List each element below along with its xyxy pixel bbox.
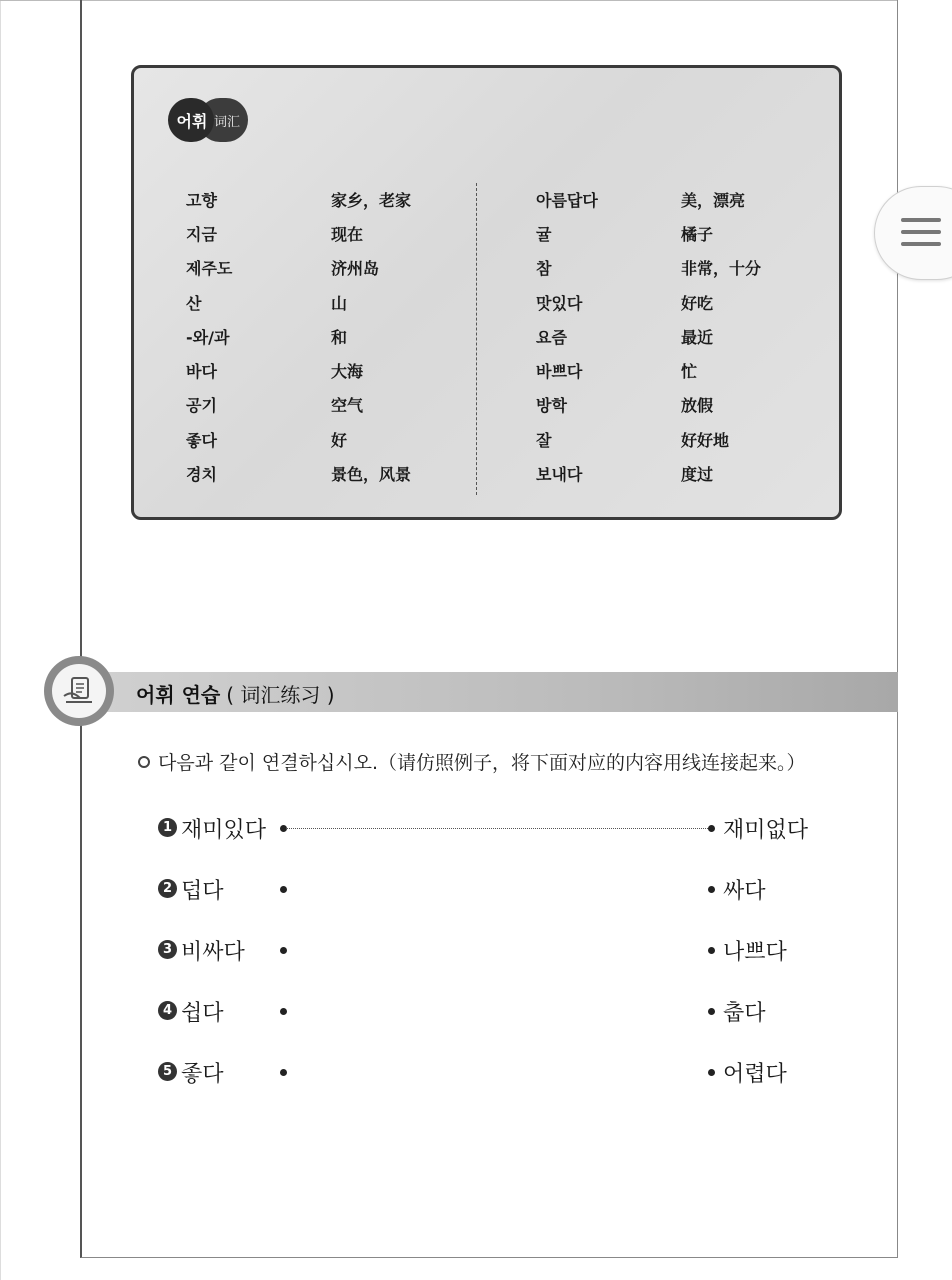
vocab-row xyxy=(186,251,481,285)
left-word: 덥다 xyxy=(181,879,224,904)
vocab-ko: 방학 xyxy=(536,396,567,416)
vocab-zh: 最近 xyxy=(681,327,714,347)
vocab-zh: 度过 xyxy=(681,465,714,485)
vocab-row xyxy=(186,422,481,456)
vocab-ko: 요즘 xyxy=(536,327,567,347)
vocab-zh: 好好地 xyxy=(681,430,730,450)
right-dot[interactable] xyxy=(708,1008,715,1015)
vocab-ko: 지금 xyxy=(186,224,217,244)
example-connector-line xyxy=(286,828,708,829)
right-dot[interactable] xyxy=(708,825,715,832)
vocab-ko: 제주도 xyxy=(186,259,233,279)
vocab-row xyxy=(536,353,831,387)
right-word: 재미없다 xyxy=(723,818,809,843)
right-dot[interactable] xyxy=(708,1069,715,1076)
vocab-zh: 家乡，老家 xyxy=(331,190,412,210)
vocab-zh: 橘子 xyxy=(681,224,714,244)
vocab-ko: 잘 xyxy=(536,430,552,450)
vocab-row xyxy=(186,388,481,422)
vocab-ko: 맛있다 xyxy=(536,293,583,313)
left-dot[interactable] xyxy=(280,1069,287,1076)
vocab-zh: 和 xyxy=(331,327,348,347)
left-word: 쉽다 xyxy=(181,1001,224,1026)
vocab-row xyxy=(186,456,481,490)
badge-ko: 어휘 xyxy=(168,98,214,142)
vocab-row xyxy=(536,251,831,285)
vocab-zh: 好吃 xyxy=(681,293,714,313)
vocabulary-badge xyxy=(168,98,252,142)
vocab-ko: 바쁘다 xyxy=(536,362,583,382)
vocabulary-right-column xyxy=(536,182,831,491)
vocab-ko: 보내다 xyxy=(536,465,583,485)
vocab-ko: 귤 xyxy=(536,224,552,244)
vocab-zh: 放假 xyxy=(681,396,714,416)
vocab-ko: 산 xyxy=(186,293,202,313)
circle-bullet-icon xyxy=(138,756,150,768)
vocab-row xyxy=(536,388,831,422)
practice-title-zh: ( 词汇练习 ) xyxy=(226,682,335,707)
practice-icon-badge xyxy=(44,656,114,726)
vocab-zh: 山 xyxy=(331,293,348,313)
left-dot[interactable] xyxy=(280,947,287,954)
right-dot[interactable] xyxy=(708,947,715,954)
practice-title xyxy=(136,676,335,710)
instruction-text: 다음과 같이 연결하십시오.（请仿照例子，将下面对应的内容用线连接起来。） xyxy=(158,752,806,774)
item-number: 5 xyxy=(158,1062,177,1081)
vocab-zh: 济州岛 xyxy=(331,259,380,279)
left-word: 좋다 xyxy=(181,1062,224,1087)
badge-zh: 词汇 xyxy=(198,98,248,142)
vocab-row xyxy=(186,216,481,250)
vocab-row xyxy=(536,285,831,319)
vocab-zh: 忙 xyxy=(681,362,698,382)
left-word: 재미있다 xyxy=(181,818,267,843)
vocabulary-box xyxy=(131,65,842,520)
vocab-row xyxy=(536,216,831,250)
match-row xyxy=(158,874,858,904)
vocab-zh: 美，漂亮 xyxy=(681,190,746,210)
vocab-zh: 景色，风景 xyxy=(331,465,412,485)
vocab-zh: 空气 xyxy=(331,396,364,416)
vocab-row xyxy=(186,319,481,353)
right-word: 춥다 xyxy=(723,1001,766,1026)
vocab-ko: 참 xyxy=(536,259,552,279)
margin-rule xyxy=(0,0,1,1280)
left-word: 비싸다 xyxy=(181,940,245,965)
right-word: 나쁘다 xyxy=(723,940,787,965)
vocab-ko: 바다 xyxy=(186,362,217,382)
right-dot[interactable] xyxy=(708,886,715,893)
document-pen-icon xyxy=(52,664,106,718)
vocab-zh: 现在 xyxy=(331,224,364,244)
vocab-row xyxy=(536,319,831,353)
vocab-ko: 고향 xyxy=(186,190,217,210)
vocab-row xyxy=(536,456,831,490)
item-number: 2 xyxy=(158,879,177,898)
vocab-ko: 경치 xyxy=(186,465,217,485)
hamburger-icon xyxy=(901,218,941,254)
item-number: 1 xyxy=(158,818,177,837)
item-number: 4 xyxy=(158,1001,177,1020)
vocab-zh: 非常，十分 xyxy=(681,259,762,279)
right-word: 어렵다 xyxy=(723,1062,787,1087)
vocabulary-left-column xyxy=(186,182,481,491)
item-number: 3 xyxy=(158,940,177,959)
match-row xyxy=(158,1057,858,1087)
left-dot[interactable] xyxy=(280,886,287,893)
vocab-row xyxy=(186,353,481,387)
left-dot[interactable] xyxy=(280,1008,287,1015)
vocab-ko: 좋다 xyxy=(186,430,217,450)
vocab-row xyxy=(186,285,481,319)
match-row xyxy=(158,813,858,843)
vocab-zh: 大海 xyxy=(331,362,364,382)
vocab-ko: 공기 xyxy=(186,396,217,416)
vocab-row xyxy=(186,182,481,216)
right-word: 싸다 xyxy=(723,879,766,904)
match-row xyxy=(158,935,858,965)
vocab-row xyxy=(536,182,831,216)
instruction xyxy=(138,748,806,775)
vocabulary-divider xyxy=(476,183,477,495)
practice-title-ko: 어휘 연습 xyxy=(136,682,221,707)
vocab-row xyxy=(536,422,831,456)
vocab-zh: 好 xyxy=(331,430,348,450)
match-row xyxy=(158,996,858,1026)
vocab-ko: -와/과 xyxy=(186,327,230,347)
vocab-ko: 아름답다 xyxy=(536,190,598,210)
